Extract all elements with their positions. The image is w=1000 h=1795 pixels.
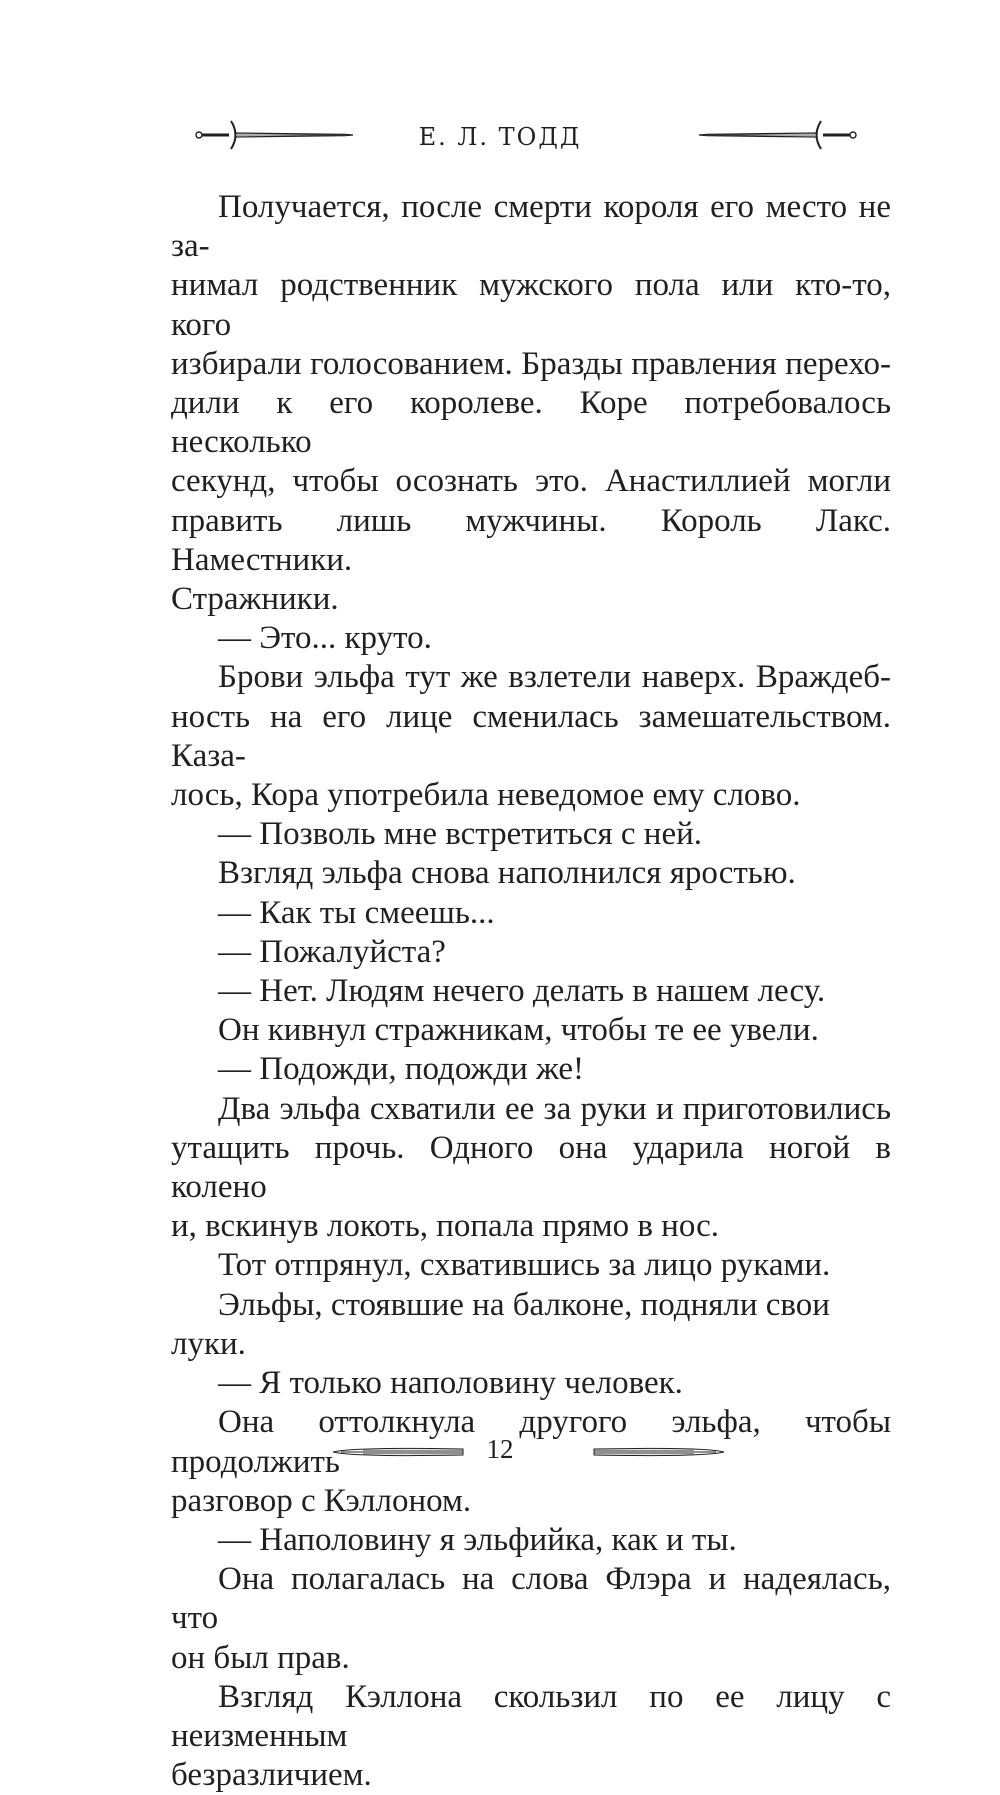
author-name: Е. Л. ТОДД: [418, 123, 582, 151]
text-line: Получается, после смерти короля его место не за-: [171, 189, 891, 265]
text-line: разговор с Кэллоном.: [171, 1482, 472, 1519]
text-line: Она оттолкнула другого эльфа, чтобы продолжить: [171, 1404, 891, 1480]
text-line: — Подожди, подожди же!: [218, 1051, 585, 1088]
text-line: Тот отпрянул, схватившись за лицо руками.: [218, 1247, 831, 1284]
text-line: секунд, чтобы осознать это. Анастиллией могли: [171, 463, 891, 500]
text-line: и, вскинув локоть, попала прямо в нос.: [171, 1208, 720, 1245]
text-line: Стражники.: [171, 581, 339, 618]
text-line: — Наполовину я эльфийка, как и ты.: [218, 1521, 737, 1558]
page-number: 12: [486, 1434, 514, 1464]
text-line: — Позволь мне встретиться с ней.: [218, 816, 702, 853]
text-line: — Пожалуйста?: [218, 933, 446, 970]
text-line: — Нет. Людям нечего делать в нашем лесу.: [218, 973, 826, 1010]
text-line: он был прав.: [171, 1639, 350, 1676]
page-footer: [0, 1432, 1000, 1472]
text-line: — Как ты смеешь...: [218, 894, 495, 931]
text-line: нимал родственник мужского пола или кто-то, кого: [171, 267, 891, 343]
text-line: править лишь мужчины. Король Лакс. Наместники.: [171, 502, 891, 578]
text-line: Эльфы, стоявшие на балконе, подняли свои луки.: [171, 1286, 830, 1362]
text-line: утащить прочь. Одного она ударила ногой в колено: [171, 1129, 891, 1206]
text-line: Она полагалась на слова Флэра и надеялась, что: [171, 1561, 891, 1637]
right-sword-ornament: [697, 115, 857, 155]
text-line: Взгляд Кэллона скользил по ее лицу с неизменным: [171, 1678, 891, 1754]
text-line: безразличием.: [171, 1757, 372, 1794]
text-line: ность на его лице сменилась замешательством. Каза-: [171, 698, 891, 774]
text-line: избирали голосованием. Бразды правления перехо-: [171, 345, 891, 382]
text-line: Он кивнул стражникам, чтобы те ее увели.: [218, 1012, 819, 1049]
text-line: Два эльфа схватили ее за руки и приготовились: [218, 1090, 891, 1127]
body-text: [171, 188, 891, 1795]
text-line: Брови эльфа тут же взлетели наверх. Враждеб-: [218, 659, 891, 696]
text-line: лось, Кора употребила неведомое ему слово.: [171, 777, 801, 814]
right-footer-ornament: [592, 1444, 724, 1460]
text-line: — Это... круто.: [218, 620, 432, 657]
text-line: дили к его королеве. Коре потребовалось несколько: [171, 385, 891, 461]
text-line: — Я только наполовину человек.: [218, 1365, 683, 1402]
text-line: Взгляд эльфа снова наполнился яростью.: [218, 855, 796, 892]
running-header: [0, 115, 1000, 165]
